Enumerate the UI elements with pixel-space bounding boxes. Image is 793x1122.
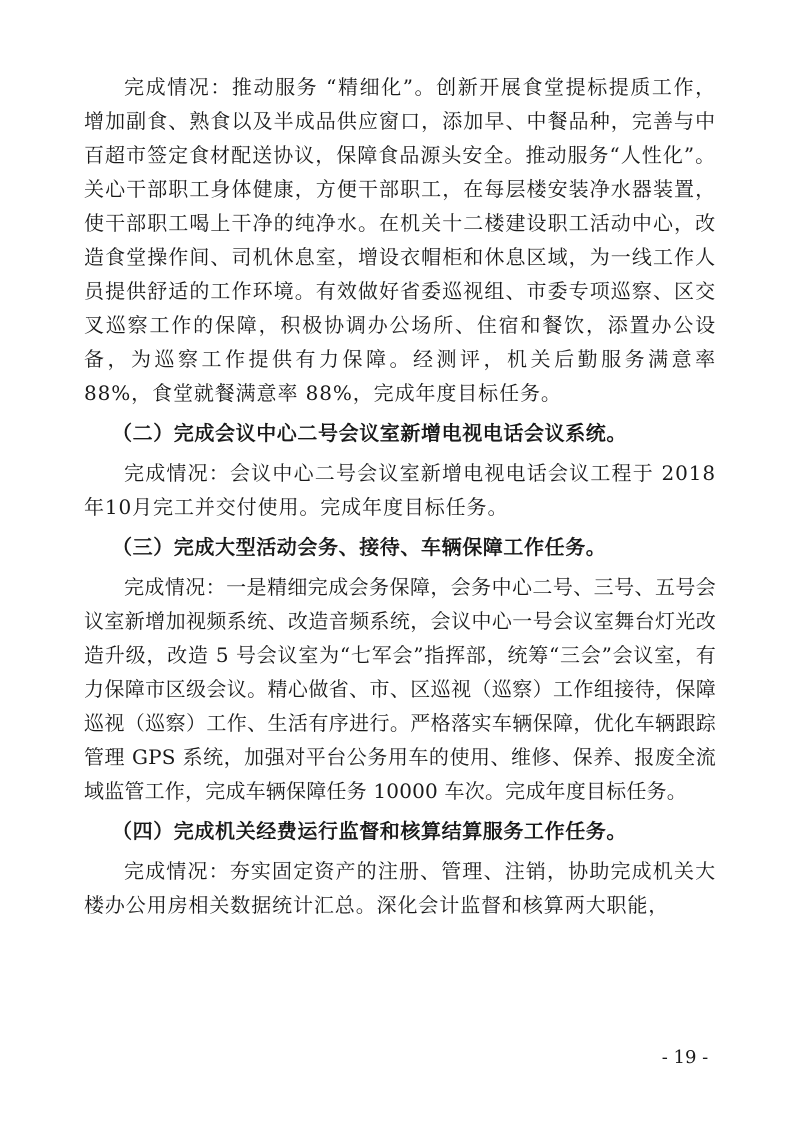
page-number: - 19 - [661, 1047, 709, 1068]
document-body [84, 70, 716, 922]
paragraph-event-support: 完成情况：一是精细完成会务保障，会务中心二号、三号、五号会议室新增加视频系统、改造音频系统，会议中心一号会议室舞台灯光改造升级，改造 5 号会议室为“七军会”指挥部，统筹“三会”会议室，有力保障市区级会议。精心做省、市、区巡视（巡察）工作组接待，保障巡视（巡察）工作、生活有序进行。严格落实车辆保障，优化车辆跟踪管理 GPS 系统，加强对平台公务用车的使用、维修、保养、报废全流域监管工作，完成车辆保障任务 10000 车次。完成年度目标任务。 [84, 575, 716, 803]
section-heading-2: （二）完成会议中心二号会议室新增电视电话会议系统。 [112, 421, 627, 445]
paragraph-service-refinement: 完成情况：推动服务 “精细化”。创新开展食堂提标提质工作，增加副食、熟食以及半成品供应窗口，添加早、中餐品种，完善与中百超市签定食材配送协议，保障食品源头安全。推动服务“人性化”。关心干部职工身体健康，方便干部职工，在每层楼安装净水器装置，使干部职工喝上干净的纯净水。在机关十二楼建设职工活动中心，改造食堂操作间、司机休息室，增设衣帽柜和休息区域，为一线工作人员提供舒适的工作环境。有效做好省委巡视组、市委专项巡察、区交叉巡察工作的保障，积极协调办公场所、住宿和餐饮，添置办公设备，为巡察工作提供有力保障。经测评，机关后勤服务满意率 88%，食堂就餐满意率 88%，完成年度目标任务。 [84, 75, 716, 405]
section-heading-4: （四）完成机关经费运行监督和核算结算服务工作任务。 [112, 819, 627, 843]
section-heading-3: （三）完成大型活动会务、接待、车辆保障工作任务。 [112, 535, 607, 559]
paragraph-fund-supervision: 完成情况：夯实固定资产的注册、管理、注销，协助完成机关大楼办公用房相关数据统计汇总。深化会计监督和核算两大职能， [84, 859, 716, 917]
paragraph-video-conference: 完成情况：会议中心二号会议室新增电视电话会议工程于 2018 年10月完工并交付使用。完成年度目标任务。 [84, 461, 716, 519]
